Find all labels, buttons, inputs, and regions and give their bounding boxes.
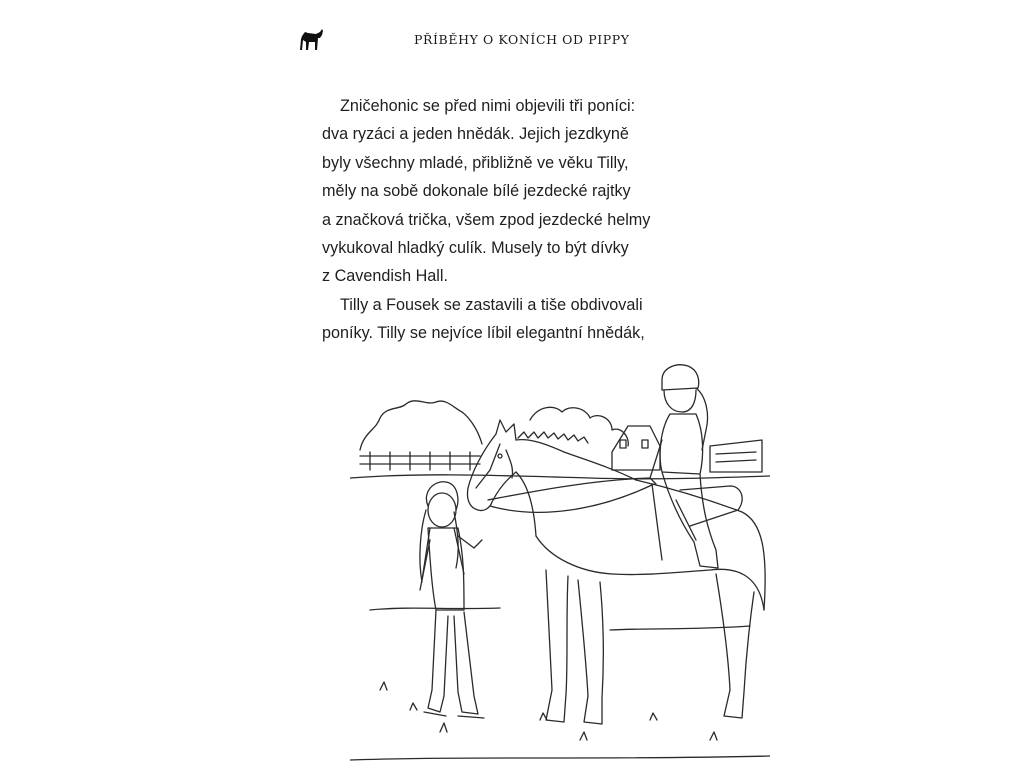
page-header (296, 24, 716, 54)
text-line: z Cavendish Hall. (322, 267, 448, 286)
horse-silhouette-icon (296, 26, 326, 52)
text-line: dva ryzáci a jeden hnědák. Jejich jezdkyně (322, 125, 629, 144)
body-text (322, 92, 702, 348)
text-line: Zničehonic se před nimi objevili tři poníci: (340, 97, 636, 115)
text-line: vykukoval hladký culík. Musely to být dívky (322, 239, 629, 258)
girl-horse-rider-drawing-icon (350, 360, 770, 768)
text-line: a značková trička, všem zpod jezdecké helmy (322, 210, 651, 229)
text-line: Tilly a Fousek se zastavili a tiše obdivovali (340, 295, 643, 314)
text-line: měly na sobě dokonale bílé jezdecké rajtky (322, 182, 631, 201)
text-line: poníky. Tilly se nejvíce líbil elegantní hnědák, (322, 324, 645, 343)
text-line: byly všechny mladé, přibližně ve věku Tilly, (322, 153, 629, 172)
running-title: PŘÍBĚHY O KONÍCH OD PIPPY (414, 32, 630, 47)
